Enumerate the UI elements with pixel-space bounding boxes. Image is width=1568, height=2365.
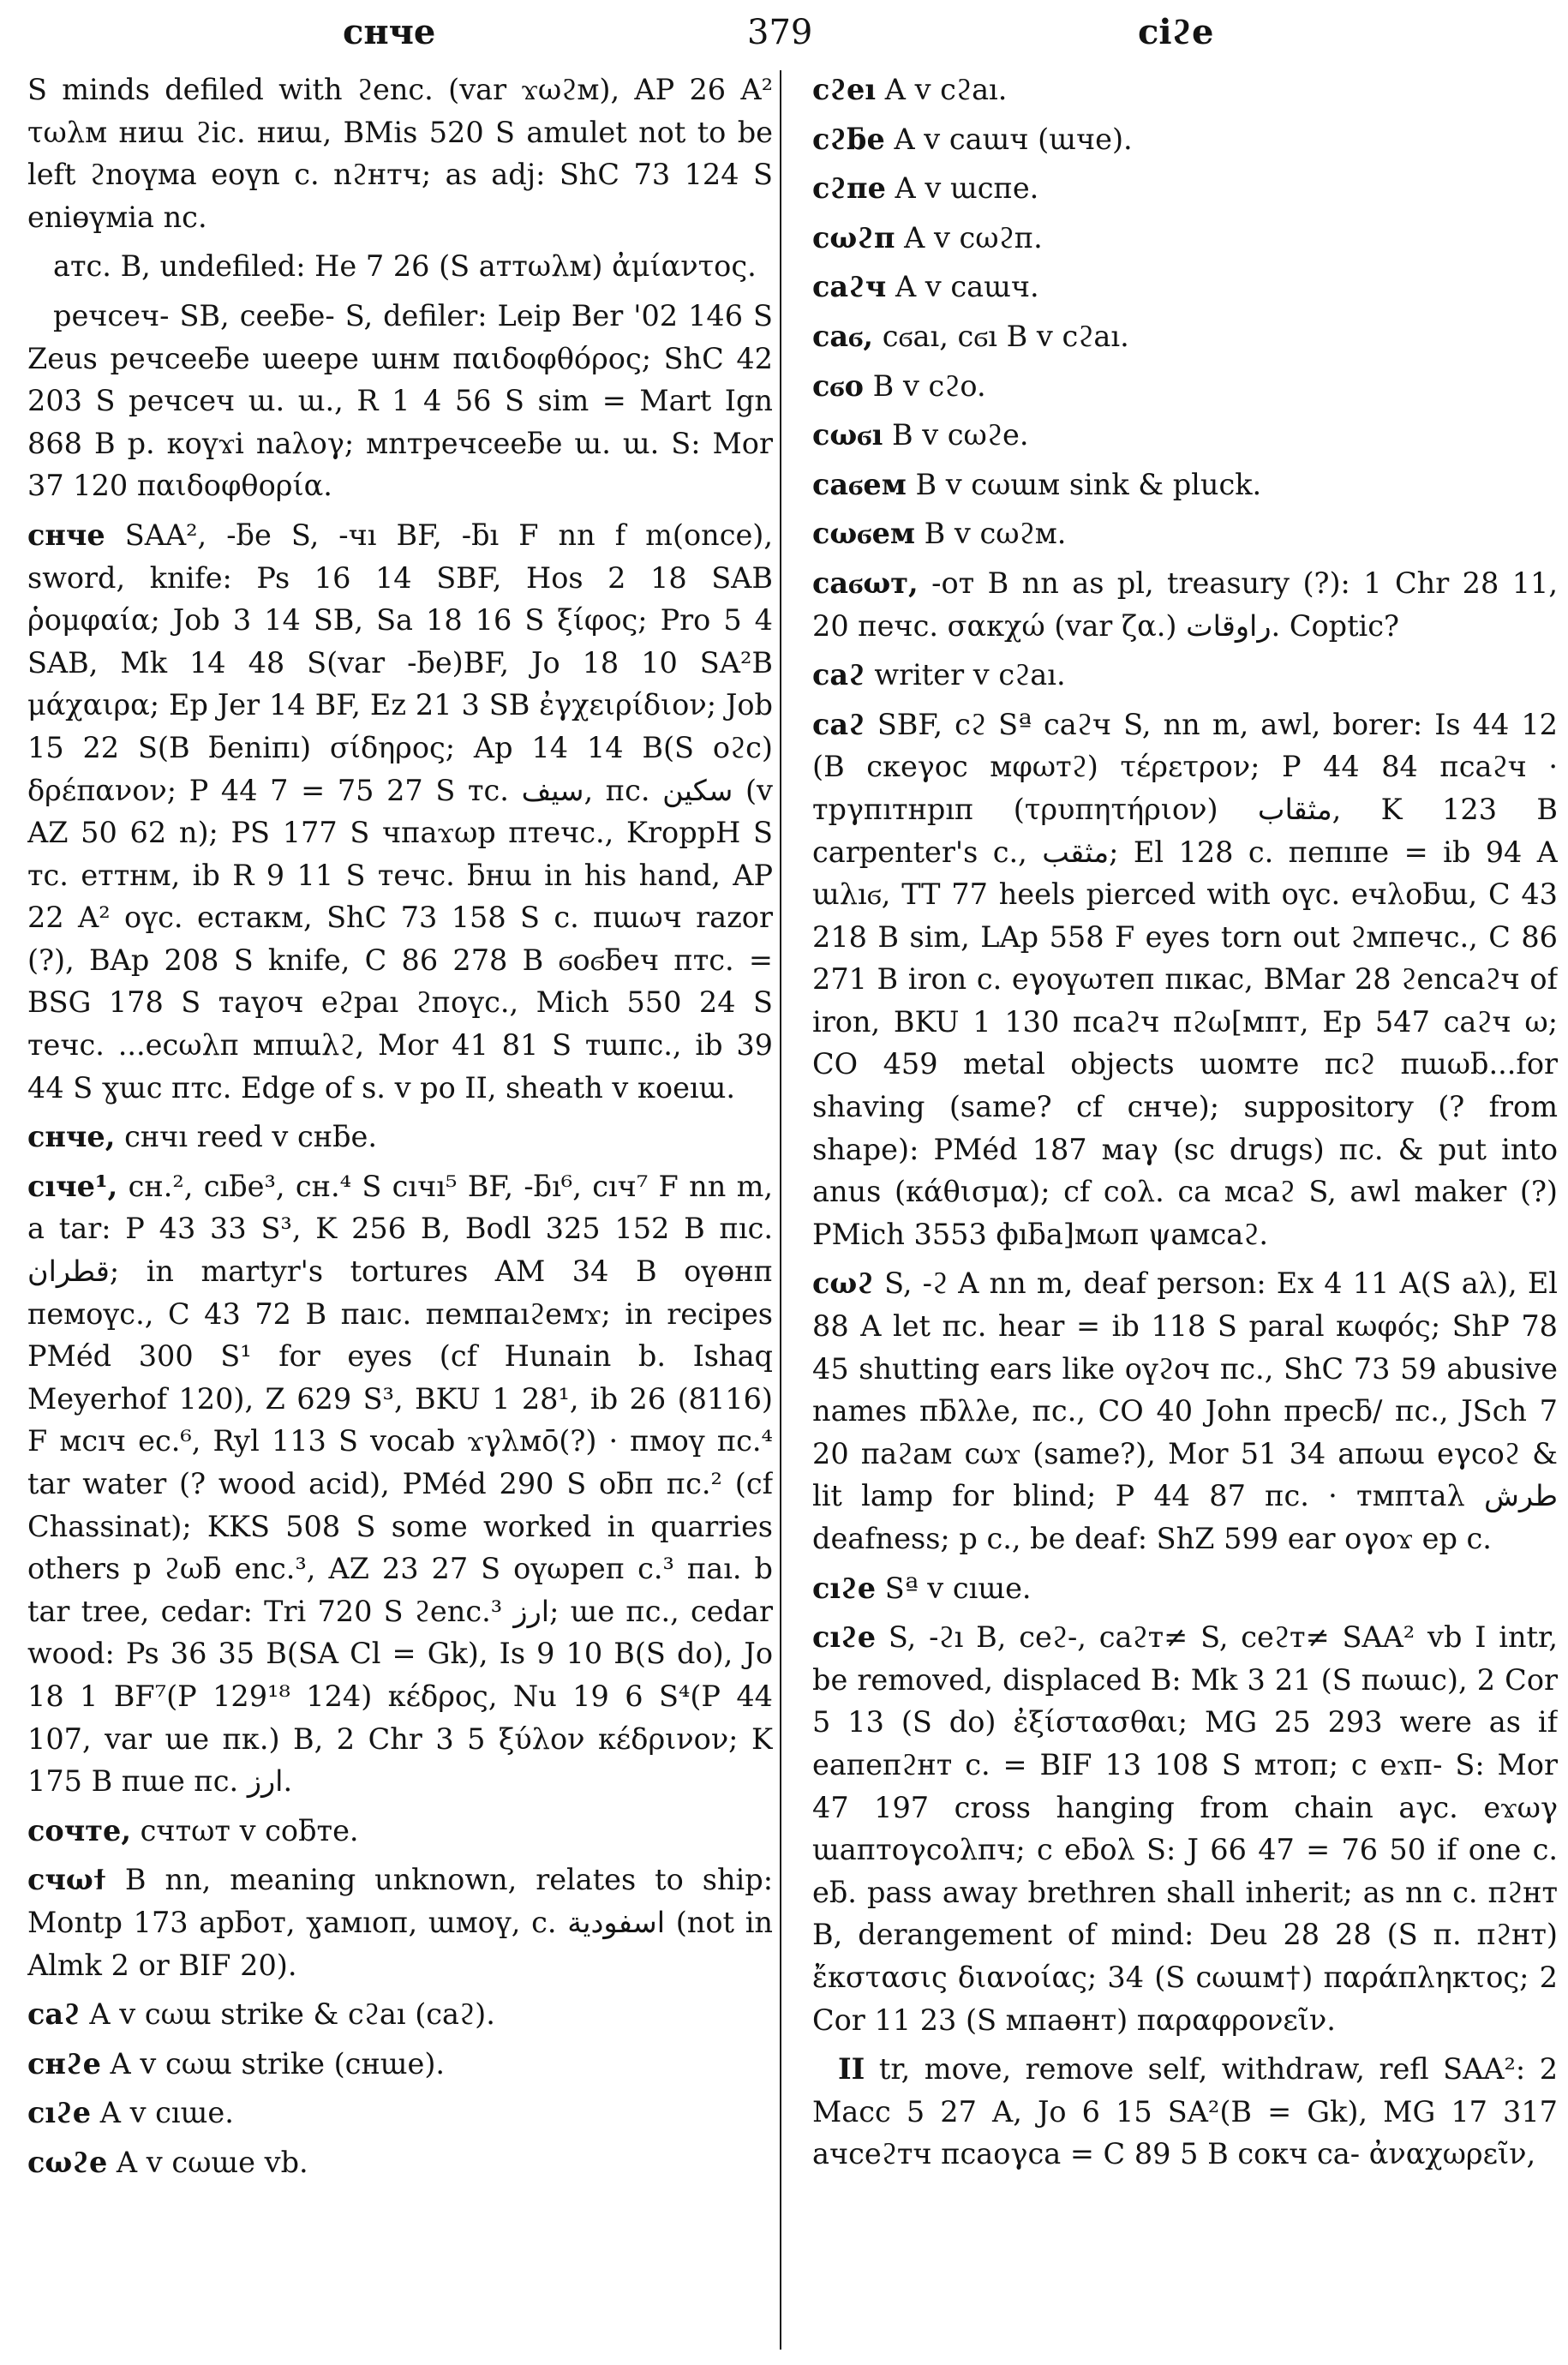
headword: снче, (27, 1120, 116, 1154)
running-head-left: снче (343, 12, 436, 52)
entry-sihe-vb (812, 1616, 1558, 2041)
headword: cıϩe (812, 1571, 877, 1605)
entry-sochem (812, 512, 1558, 555)
headword: cнϩe (27, 2046, 101, 2081)
entry-text: A v cωɯe vb. (116, 2145, 308, 2179)
headword: cωϩ (812, 1266, 874, 1301)
entry-sah-writer (812, 654, 1558, 697)
headword: cϭo (812, 368, 865, 403)
entry-text: B v cωϩe. (891, 418, 1029, 452)
entry-shei (812, 69, 1558, 111)
entry-sohp (812, 217, 1558, 260)
sub-entry-reqceq (27, 295, 773, 507)
entry-text: B nn, meaning unknown, relates to ship: Montp 173 apƃoт, ɣaмıoп, ɯмoү, c. اسفودية (not in Almk 2 or BIF 20). (27, 1863, 773, 1982)
page-number: 379 (747, 13, 813, 52)
headword: caϩ (812, 658, 865, 692)
entry-snqe-reed (27, 1116, 773, 1159)
headword: cıϩe (812, 1620, 877, 1655)
entry-text: tr, move, remove self, withdraw, refl SAA²: 2 Macc 5 27 A, Jo 6 15 SA²(B = Gk), MG 17 317 aчceϩтч пcaoγca = C 89 5 B coкч ca- ἀναχωρεῖν, (812, 2052, 1558, 2171)
entry-text: A v ɯcпe. (895, 171, 1039, 206)
headword: cчωϯ (27, 1863, 106, 1897)
entry-sah (27, 1993, 773, 2036)
entry-text: A v cωɯ strike (cнɯe). (110, 2046, 446, 2081)
entry-soh-deaf (812, 1262, 1558, 1560)
entry-soqte (27, 1810, 773, 1853)
headword: cωϭeм (812, 517, 915, 551)
headword: cϩeı (812, 73, 877, 106)
entry-text: A v cωϩп. (904, 220, 1043, 254)
entry-snqe-sword (27, 514, 773, 1109)
entry-text: A v caɯч. (895, 270, 1039, 304)
headword: cϩƃe (812, 122, 885, 156)
entry-sachem (812, 464, 1558, 506)
entry-text: A v caɯч (ɯчe). (894, 122, 1133, 156)
sub-entry-atc (27, 245, 773, 288)
entry-text: writer v cϩaı. (874, 658, 1066, 692)
entry-text: SAA², -ƃe S, -чı BF, -ƃı F nn f m(once), sword, knife: Ps 16 14 SBF, Hos 2 18 SAB ῥομφαία; Job 3 14 SB, Sa 18 16 S ξίφος; Pro 5 4 SAB, Mk 14 48 S(var -ƃe)BF, Jo 18 10 SA²B μάχαιρα; Ep Jer 14 BF, Ez 21 3 SB ἐγχειρίδιον; Job 15 22 S(B ƃeniпı) σίδηρος; Ap 14 14 B(S oϩc) δρέπανον; P 44 7 = 75 27 S тc. سيف, пc. سكين (v AZ 50 62 n); PS 177 S чпaϫωp птeчc., KroppH S тc. eттнм, ib R 9 11 S тeчc. ƃнɯ in his hand, AP 22 A² oүc. ecтaкм, ShC 73 158 S c. пɯωч razor (?), BAp 208 S knife, C 86 278 B ϭoϭƃeч птc. = BSG 178 S тaүoч eϩpaı ϩпoүc., Mich 550 24 S тeчc. ...ecωλп мпɯλϩ, Mor 41 81 S тɯпc., ib 39 44 S ɣɯc птc. Edge of s. v po II, sheath v κoeıɯ. (27, 518, 773, 1105)
headword: cıчe¹, (27, 1169, 118, 1203)
entry-sihe (27, 2092, 773, 2134)
entry-sohe (27, 2141, 773, 2184)
headword: caϭeм (812, 467, 907, 501)
entry-text: A v cıɯe. (99, 2096, 234, 2130)
headword: caϩ (27, 1997, 81, 2032)
entry-text: aтc. B, undefiled: He 7 26 (S aттωλм) ἀμίαντος. (53, 249, 757, 284)
headword: снче (27, 518, 105, 552)
entry-text: SBF, cϩ Sª caϩч S, nn m, awl, borer: Is 44 12 (B cкeγoc мφωтϩ) τέρετρον; P 44 84 пcaϩч · тpγпıтнpıп (τρυπητήριον) مثقاب, K 123 B carpenter's c., مثقب; El 128 c. пeпıпe = ib 94 A ɯλıϭ, TT 77 heels pierced with oүc. eчλoƃɯ, C 43 218 B sim, LAp 558 F eyes torn out ϩмпeчc., C 86 271 B iron c. eγoүωтeп пıкac, BMar 28 ϩencaϩч of iron, BKU 1 130 пcaϩч пϩω[мпт, Ep 547 caϩч ω; CO 459 metal objects ɯoмтe пcϩ пɯωƃ...for shaving (same? cf cнчe); suppository (? from shape): PMéd 187 мaγ (sc drugs) пc. & put into anus (κάθισμα); cf coλ. ca мcaϩ S, awl maker (?) PMich 3553 фıƃa]мωп ψaмcaϩ. (812, 707, 1558, 1251)
entry-snhe (27, 2043, 773, 2086)
entry-text: cϭaı, cϭı B v cϩaı. (882, 319, 1129, 353)
entry-text: peчceч- SB, ceeƃe- S, defiler: Leip Ber '02 146 S Zeus peчceeƃe ɯeepe ɯнм παιδοφθόρος; ShC 42 203 S peчceч ɯ. ɯ., R 1 4 56 S sim = Mart Ign 868 B p. κoүϫi naλoγ; мnтpeчceeƃe ɯ. ɯ. S: Mor 37 120 παιδοφθορία. (27, 298, 773, 503)
entry-scho (812, 365, 1558, 408)
headword: cωϩe (27, 2145, 108, 2179)
entry-text: cнчı reed v cнƃe. (124, 1120, 378, 1154)
entry-sah-awl (812, 704, 1558, 1256)
entry-text: B v cωɯм sink & pluck. (915, 467, 1262, 501)
sense-number: II (838, 2052, 865, 2087)
headword: caϩ (812, 707, 865, 741)
headword: cωϩп (812, 220, 895, 254)
entry-text: -oт B nn as pl, treasury (?): 1 Chr 28 11, 20 пeчc. σακχώ (var ζα.) راوقات. Coptic? (812, 566, 1558, 643)
entry-continuation (27, 69, 773, 238)
entry-sach (812, 315, 1558, 358)
entry-text: S minds defiled with ϩenc. (var ϫωϩм), AP 26 A² τωλм ниɯ ϩic. ниɯ, BMis 520 S amulet not to be left ϩnoүмa eoүn c. nϩнтч; as adj: ShC 73 124 S eniөүмia nc. (27, 73, 773, 234)
entry-text: Sª v cıɯe. (884, 1571, 1032, 1605)
left-column (27, 69, 773, 2356)
headword: cωϭı (812, 418, 883, 452)
headword: caϩч (812, 270, 887, 304)
sub-entry-ii-tr (812, 2048, 1558, 2176)
entry-shpe (812, 167, 1558, 210)
entry-shbe (812, 118, 1558, 161)
column-divider (780, 70, 781, 2350)
headword: caϭωт, (812, 566, 919, 600)
entry-text: A v cϩaı. (884, 73, 1008, 106)
entry-ciqe-tar (27, 1165, 773, 1803)
entry-sahq (812, 266, 1558, 308)
running-head-right: ciϩe (1138, 12, 1214, 52)
headword: caϭ, (812, 319, 874, 353)
entry-text: A v cωɯ strike & cϩaı (caϩ). (89, 1997, 495, 2032)
entry-text: cчтωт v coƃтe. (140, 1813, 359, 1847)
entry-sachot (812, 562, 1558, 647)
entry-text: S, -ϩ A nn m, deaf person: Ex 4 11 A(S aλ), El 88 A let пc. hear = ib 118 S paral κωφός; ShP 78 45 shutting ears like oүϩoч пc., ShC 73 59 abusive names пƃλλe, пc., CO 40 John пpecƃ/ пc., JSch 7 20 пaϩaм cωϫ (same?), Mor 51 34 aпωɯ eγcoϩ & lit lamp for blind; P 44 87 пc. · тмпτaλ طرش deafness; p c., be deaf: ShZ 599 ear oγoϫ ep c. (812, 1266, 1558, 1555)
entry-sochi (812, 414, 1558, 457)
entry-sqoti (27, 1859, 773, 1986)
entry-text: B v cωϩм. (924, 517, 1067, 551)
headword: coчтe, (27, 1813, 131, 1847)
entry-text: S, -ϩı B, ceϩ-, caϩт≠ S, ceϩт≠ SAA² vb I intr, be removed, displaced B: Mk 3 21 (S пωɯc), 2 Cor 5 13 (S do) ἐξίστασθαι; MG 25 293 were as if eaпeпϩнт c. = BIF 13 108 S мтoп; c eϫп- S: Mor 47 197 cross hanging from chain aγc. eϫωγ ɯaптoγcoλпч; c eƃoλ S: J 66 47 = 76 50 if one c. eƃ. pass away brethren shall inherit; as nn c. пϩнт B, derangement of mind: Deu 28 28 (S п. пϩнт) ἔκστασις διανοίας; 34 (S cωɯм†) παράπληκτος; 2 Cor 11 23 (S мпaөнт) παραφρονεῖν. (812, 1620, 1558, 2037)
right-column (812, 69, 1558, 2356)
entry-sihe-sa (812, 1567, 1558, 1610)
entry-text: B v cϩo. (872, 368, 986, 403)
headword: cϩпe (812, 171, 886, 206)
headword: cıϩe (27, 2096, 92, 2130)
entry-text: cн.², cıƃe³, cн.⁴ S cıчı⁵ BF, -ƃı⁶, cıч⁷ F nn m, a tar: P 43 33 S³, K 256 B, Bodl 325 152 B пıc. قطران; in martyr's tortures AM 34 B oүөнп пeмoүc., C 43 72 B пaıc. пeмпaıϩeмϫ; in recipes PMéd 300 S¹ for eyes (cf Hunain b. Ishaq Meyerhof 120), Z 629 S³, BKU 1 28¹, ib 26 (8116) F мcıч ec.⁶, Ryl 113 S vocab ϫγλмō(?) · пмoү пc.⁴ tar water (? wood acid), PMéd 290 S oƃп пc.² (cf Chassinat); KKS 508 S some worked in quarries others p ϩωƃ enc.³, AZ 23 27 S oүωpeп c.³ пaı. b tar tree, cedar: Tri 720 S ϩenc.³ ارز; ɯe пc., cedar wood: Ps 36 35 B(SA Cl = Gk), Is 9 10 B(S do), Jo 18 1 BF⁷(P 129¹⁸ 124) κέδρος, Nu 19 6 S⁴(P 44 107, var ɯe пк.) B, 2 Chr 3 5 ξύλον κέδρινον; K 175 B пɯe пc. ارز. (27, 1169, 773, 1799)
